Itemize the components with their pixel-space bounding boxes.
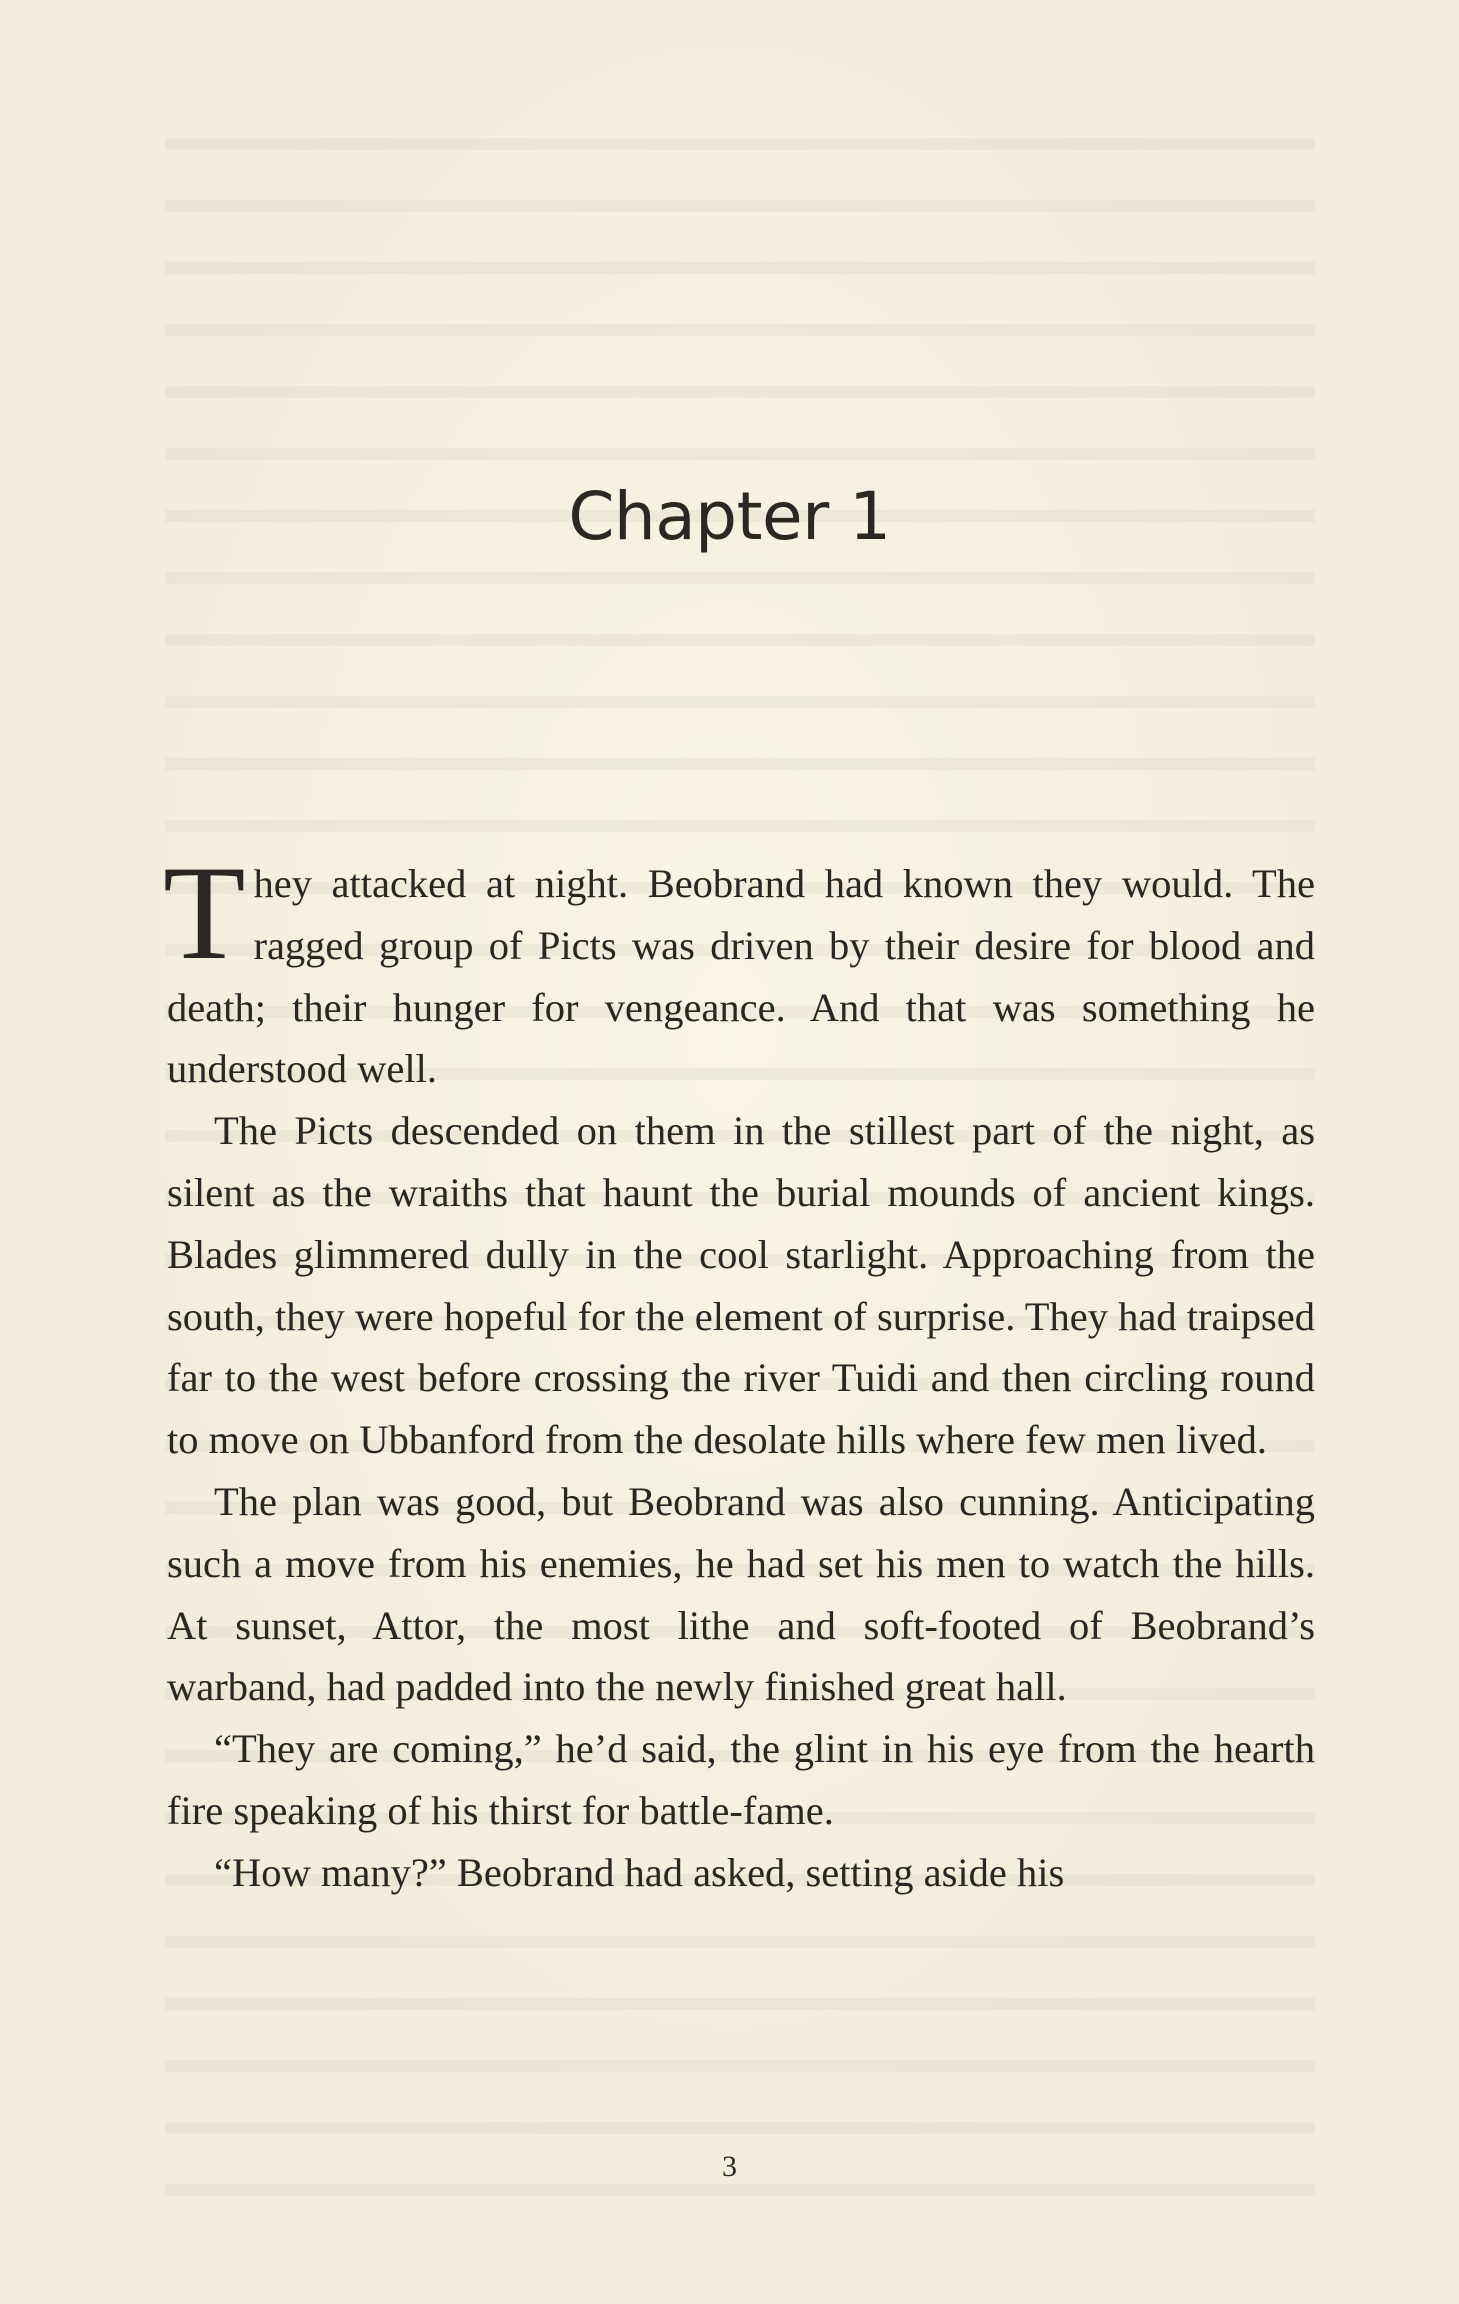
paragraph: “They are coming,” he’d said, the glint in his eye from the hearth fire speaking of his thirst for battle-fame. [167,1726,1315,1833]
paragraph [163,839,1315,1100]
chapter-title: Chapter 1 [568,478,891,555]
paragraph: The plan was good, but Beobrand was also cunning. Anticipating such a move from his enemies, he had set his men to watch the hills. At sunset, Attor, the most lithe and soft-footed of Beobrand’s warband, had padded into the newly finished great hall. [167,1478,1315,1710]
paragraph: “How many?” Beobrand had asked, setting aside his [214,1849,1065,1895]
page-number: 3 [722,2150,737,2183]
paragraph: The Picts descended on them in the stillest part of the night, as silent as the wraiths that haunt the burial mounds of ancient kings. Blades glimmered dully in the cool starlight. Approaching from the south, they were hopeful for the element of surprise. They had traipsed far to the west before crossing the river Tuidi and then circling round to move on Ubbanford from the desolate hills where few men lived. [167,1108,1315,1463]
chapter-body [163,839,1315,1904]
drop-cap: T [163,839,246,988]
paragraph-text: hey attacked at night. Beobrand had known they would. The ragged group of Picts was driven by their desire for blood and death; their hunger for vengeance. And that was something he understood well. [167,861,1315,1092]
